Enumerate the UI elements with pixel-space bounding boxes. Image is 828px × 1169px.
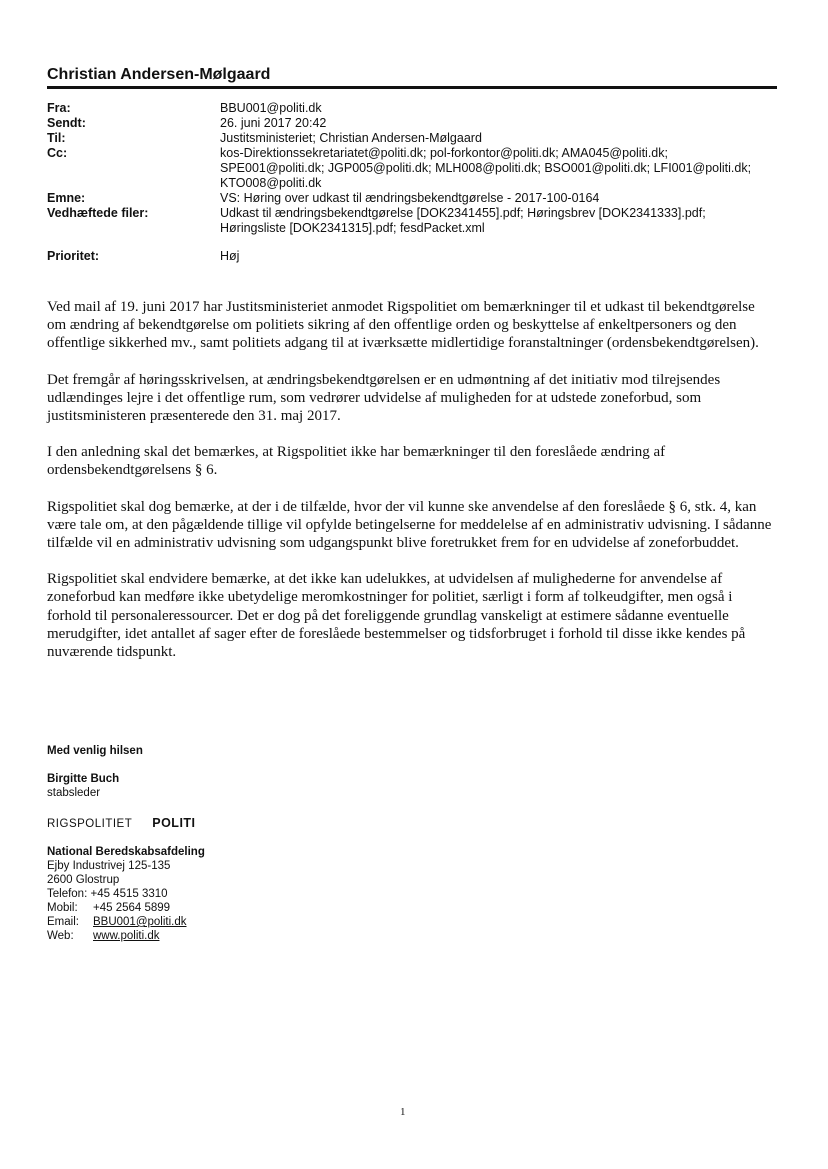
to-row: [47, 131, 760, 146]
mobile-value: +45 2564 5899: [93, 902, 171, 914]
cc-label: Cc:: [47, 146, 68, 160]
email-body: [47, 298, 777, 679]
subject-value: VS: Høring over udkast til ændringsbekendtgørelse - 2017-100-0164: [220, 191, 600, 205]
politi-logo: POLITI: [152, 816, 196, 830]
rigspolitiet-wordmark: RIGSPOLITIET: [47, 818, 133, 830]
signer-name: Birgitte Buch: [47, 773, 120, 785]
brand-line: [47, 816, 205, 831]
mailbox-owner-name: Christian Andersen-Mølgaard: [47, 66, 777, 89]
body-paragraph: Rigspolitiet skal dog bemærke, at der i de tilfælde, hvor der vil kunne ske anvendelse af den foreslåede § 6, stk. 4, kan være tale om, at den pågældende tillige vil opfylde betingelserne for meddelelse af en administrativ udvisning. I sådanne tilfælde vil en administrativ udvisning som udgangspunkt blive foretrukket frem for en udvidelse af zoneforbuddet.: [47, 498, 772, 552]
sent-value: 26. juni 2017 20:42: [220, 116, 327, 130]
body-paragraph: Ved mail af 19. juni 2017 har Justitsministeriet anmodet Rigspolitiet om bemærkninger til et udkast til bekendtgørelse om ændring af bekendtgørelse om politiets sikring af den offentlige orden og beskyttelse af enkeltpersoners og den offentlige sikkerhed mv., samt politiets adgang til at iværksætte midlertidige foranstaltninger (ordensbekendtgørelsen).: [47, 299, 759, 352]
web-row: [47, 929, 205, 943]
body-paragraph: Det fremgår af høringsskrivelsen, at ændringsbekendtgørelsen er en udmøntning af det initiativ mod tilrejsendes udlændinges lejre i det offentlige rum, som vedrører udvidelse af muligheden for at udstede zoneforbud, som justitsministeren præsenterede den 31. maj 2017.: [47, 371, 721, 425]
priority-value: Høj: [220, 249, 240, 263]
body-paragraph: I den anledning skal det bemærkes, at Rigspolitiet ikke har bemærkninger til den foreslåede ændring af ordensbekendtgørelsens § 6.: [47, 444, 666, 479]
email-headers: [47, 101, 760, 264]
sent-label: Sendt:: [47, 116, 86, 130]
web-link[interactable]: www.politi.dk: [93, 930, 160, 942]
mobile-label: Mobil:: [47, 902, 78, 914]
to-value: Justitsministeriet; Christian Andersen-Mølgaard: [220, 131, 482, 145]
priority-label: Prioritet:: [47, 249, 100, 263]
attachments-row: [47, 206, 760, 236]
sent-row: [47, 116, 760, 131]
from-row: [47, 101, 760, 116]
address-line-2: 2600 Glostrup: [47, 874, 120, 886]
email-row: [47, 915, 205, 929]
address-line-1: Ejby Industrivej 125-135: [47, 860, 171, 872]
phone-number: Telefon: +45 4515 3310: [47, 888, 168, 900]
attachments-label: Vedhæftede filer:: [47, 206, 149, 220]
email-link[interactable]: BBU001@politi.dk: [93, 916, 187, 928]
cc-row: [47, 146, 760, 191]
subject-row: [47, 191, 760, 206]
body-paragraph: Rigspolitiet skal endvidere bemærke, at det ikke kan udelukkes, at udvidelsen af mulighederne for anvendelse af zoneforbud kan medføre ikke ubetydelige meromkostninger for politiet, særligt i form af tolkeudgifter, men også i forhold til personaleressourcer. Det er dog på det foreliggende grundlag vanskeligt at estimere sådanne eventuelle merudgifter, idet antallet af sager efter de foreslåede bestemmelser og tidsforbruget i forhold til disse ikke kendes på nuværende tidspunkt.: [47, 571, 746, 661]
greeting: Med venlig hilsen: [47, 745, 143, 757]
mobile-row: [47, 901, 205, 915]
page-number: 1: [400, 1106, 406, 1118]
signer-title: stabsleder: [47, 787, 101, 799]
to-label: Til:: [47, 131, 66, 145]
from-value: BBU001@politi.dk: [220, 101, 322, 115]
from-label: Fra:: [47, 101, 71, 115]
priority-row: [47, 249, 760, 264]
web-label: Web:: [47, 930, 74, 942]
department-name: National Beredskabsafdeling: [47, 846, 205, 858]
email-label: Email:: [47, 916, 79, 928]
subject-label: Emne:: [47, 191, 86, 205]
email-signature: [47, 744, 205, 943]
attachments-value: Udkast til ændringsbekendtgørelse [DOK2341455].pdf; Høringsbrev [DOK2341333].pdf; Høringsliste [DOK2341315].pdf; fesdPacket.xml: [220, 206, 706, 235]
cc-value: kos-Direktionssekretariatet@politi.dk; pol-forkontor@politi.dk; AMA045@politi.dk; SPE001@politi.dk; JGP005@politi.dk; MLH008@politi.dk; BSO001@politi.dk; LFI001@politi.dk; KTO008@politi.dk: [220, 146, 752, 190]
